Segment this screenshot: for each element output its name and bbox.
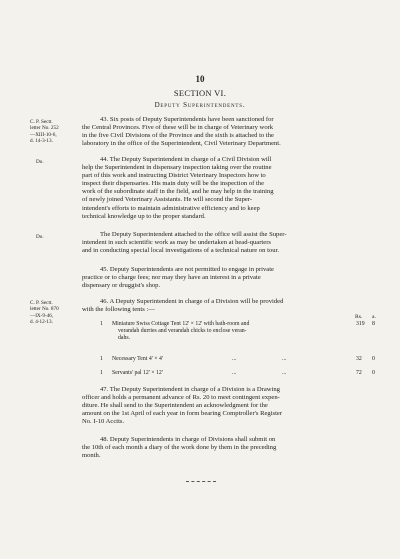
page-number: 10 <box>195 74 205 84</box>
tent-cost-rupees: 319 <box>356 321 365 327</box>
margin-note-line: d. 14-3-13. <box>30 138 53 145</box>
text-line: 44. The Deputy Superintendent in charge of a Civil Division will <box>100 156 272 163</box>
table-header-rupees: Rs. <box>355 314 363 320</box>
leader-dots: ... <box>232 370 237 376</box>
text-line: dahs. <box>118 335 131 341</box>
text-line: Necessary Tent 4' × 4' <box>112 356 163 362</box>
text-line: and in conducting special local investigations of a technical nature on tour. <box>82 247 280 255</box>
section-title: SECTION VI. <box>173 88 227 98</box>
text-line: the 10th of each month a diary of the work done by them in the preceding <box>82 444 277 452</box>
text-line: Servants' pal 12' × 12' <box>112 370 163 376</box>
table-row <box>82 370 382 378</box>
tent-quantity: 1 <box>100 370 103 376</box>
text-line: 46. A Deputy Superintendent in charge of a Division will be provided <box>100 298 284 305</box>
text-line: 43. Six posts of Deputy Superintendents have been sanctioned for <box>100 116 274 123</box>
margin-note-ditto: Do. <box>36 234 44 240</box>
margin-note-ditto: Do. <box>36 159 44 165</box>
leader-dots: ... <box>282 370 287 376</box>
table-header-annas: a. <box>372 314 376 320</box>
tent-description <box>112 370 322 377</box>
paragraph-44 <box>82 156 380 221</box>
tent-cost-rupees: 72 <box>356 370 362 376</box>
section-subtitle: Deputy Superintendents. <box>154 101 246 109</box>
text-line: 48. Deputy Superintendents in charge of Divisions shall submit on <box>100 436 276 443</box>
margin-note-line: letter No. 870 <box>30 306 59 313</box>
text-line: the Central Provinces. Five of these will be in charge of Veterinary work <box>82 124 274 132</box>
text-line: technical knowledge up to the proper standard. <box>82 212 206 220</box>
text-line: laboratory in the office of the Superintendent, Civil Veterinary Department. <box>82 140 281 148</box>
text-line: of newly joined Veterinary Assistants. He will second the Super- <box>82 196 253 204</box>
paragraph-46 <box>82 298 380 314</box>
margin-note-reference <box>30 300 78 326</box>
margin-note-reference <box>30 119 78 145</box>
leader-dots: ... <box>232 356 237 362</box>
tent-cost-annas: 0 <box>372 370 375 376</box>
text-line: diture. He shall send to the Superintendent an acknowledgment for the <box>82 402 268 410</box>
tent-cost-rupees: 32 <box>356 356 362 362</box>
margin-note-line: C. P. Sectt. <box>30 300 53 306</box>
text-line: inspect their dispensaries. His main duty will be the inspection of the <box>82 180 265 188</box>
paragraph-48 <box>82 436 380 460</box>
tent-description <box>112 321 322 342</box>
paragraph-43 <box>82 116 380 148</box>
text-line: with the following tents :— <box>82 306 155 314</box>
text-line: intendent's efforts to maintain administrative efficiency and to keep <box>82 204 260 212</box>
paragraph-44-continued <box>82 231 380 255</box>
text-line: 45. Deputy Superintendents are not permitted to engage in private <box>100 266 274 273</box>
text-line: The Deputy Superintendent attached to the office will assist the Super- <box>100 231 287 238</box>
text-line: verandah durries and verandah chicks to enclose veran- <box>118 328 247 334</box>
tent-description <box>112 356 322 363</box>
text-line: 47. The Deputy Superintendent in charge of a Division is a Drawing <box>100 386 280 393</box>
margin-note-line: d. 4-12-13. <box>30 319 53 326</box>
text-line: dispensary or druggist's shop. <box>82 282 161 290</box>
table-row <box>82 356 382 364</box>
text-line: No. I-10 Acctts. <box>82 418 125 426</box>
text-line: Miniature Swiss Cottage Tent 12' × 12' with bath-room and <box>112 321 250 327</box>
tent-cost-annas: 8 <box>372 321 375 327</box>
text-line: practice or to charge fees; nor may they have an interest in a private <box>82 274 261 282</box>
margin-note-line: —IX-9-46, <box>30 312 54 319</box>
tent-quantity: 1 <box>100 356 103 362</box>
margin-note-line: C. P. Sectt. <box>30 119 53 125</box>
text-line: help the Superintendent in dispensary inspection taking over the routine <box>82 164 272 172</box>
text-line: month. <box>82 452 101 460</box>
table-row <box>82 321 382 345</box>
text-line: intendent in such scientific work as may be undertaken at head-quarters <box>82 239 271 247</box>
margin-note-line: letter No. 252 <box>30 125 59 132</box>
paragraph-47 <box>82 386 380 426</box>
text-line: officer and holds a permanent advance of Rs. 20 to meet contingent expen- <box>82 394 280 402</box>
tent-quantity: 1 <box>100 321 103 327</box>
text-line: in the five Civil Divisions of the Province and the sixth is attached to the <box>82 132 274 140</box>
leader-dots: ... <box>282 356 287 362</box>
text-line: part of this work and instructing District Veterinary Inspectors how to <box>82 172 266 180</box>
paragraph-45 <box>82 266 380 290</box>
margin-note-line: —XIII-10-6, <box>30 131 57 138</box>
tent-cost-annas: 0 <box>372 356 375 362</box>
text-line: work of the subordinate staff in the field, and he may help in the training <box>82 188 274 196</box>
end-of-section-rule <box>186 481 216 482</box>
text-line: amount on the 1st April of each year in form bearing Comptroller's Register <box>82 410 283 418</box>
